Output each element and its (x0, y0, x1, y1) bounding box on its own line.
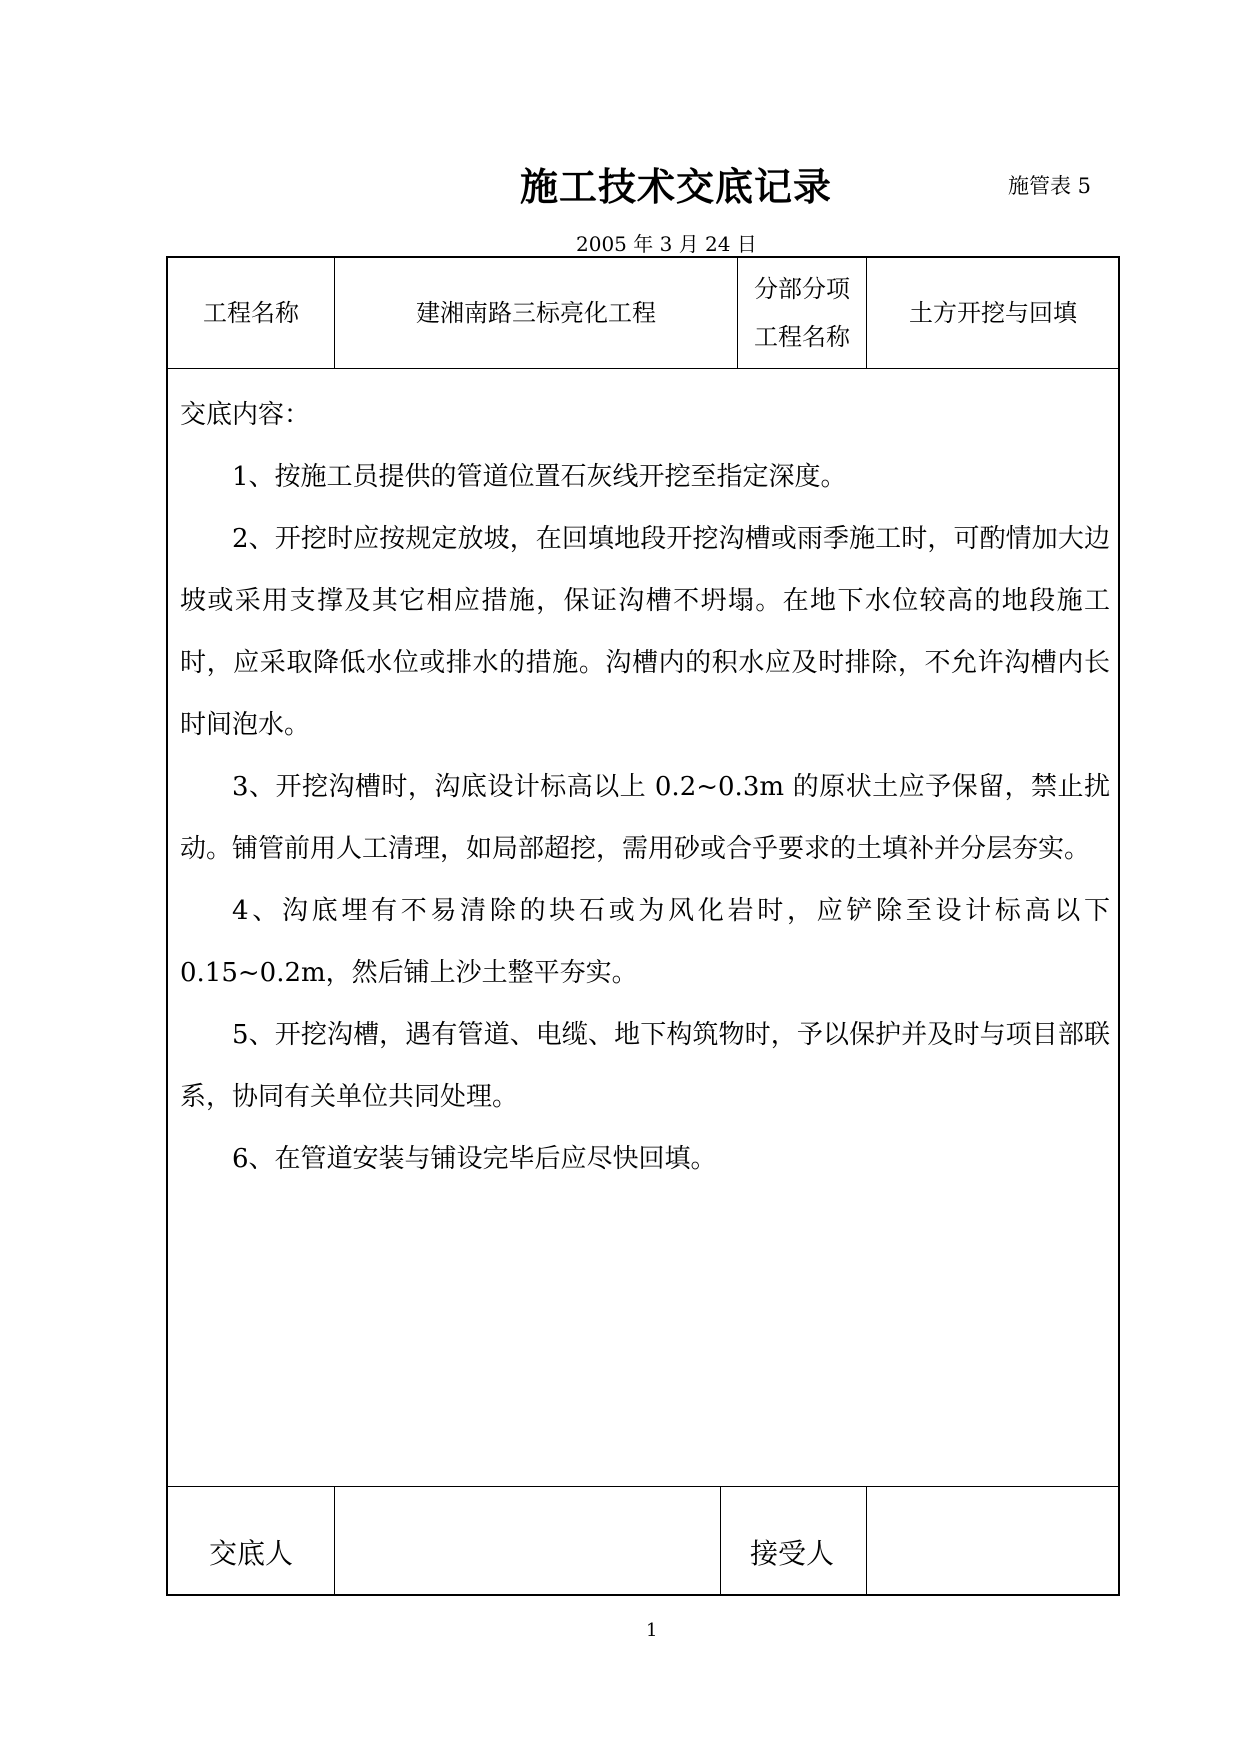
content-item-3: 3、开挖沟槽时，沟底设计标高以上 0.2~0.3m 的原状土应予保留，禁止扰动。铺管前用人工清理，如局部超挖，需用砂或合乎要求的土填补并分层夯实。 (180, 772, 1110, 864)
content-item-2: 2、开挖时应按规定放坡，在回填地段开挖沟槽或雨季施工时，可酌情加大边坡或采用支撑及其它相应措施，保证沟槽不坍塌。在地下水位较高的地段施工时，应采取降低水位或排水的措施。沟槽内的积水应及时排除，不允许沟槽内长时间泡水。 (180, 524, 1110, 740)
receiver-label: 接受人 (750, 1537, 835, 1570)
project-name-value: 建湘南路三标亮化工程 (416, 299, 656, 327)
content-item-4: 4、沟底埋有不易清除的块石或为风化岩时，应铲除至设计标高以下 0.15~0.2m，然后铺上沙土整平夯实。 (180, 896, 1110, 988)
sign-col-divider-2 (720, 1486, 721, 1595)
info-row-divider (167, 368, 1119, 369)
content-item-5: 5、开挖沟槽，遇有管道、电缆、地下构筑物时，予以保护并及时与项目部联系，协同有关单位共同处理。 (180, 1020, 1110, 1112)
project-name-label: 工程名称 (203, 299, 299, 327)
content-item-1: 1、按施工员提供的管道位置石灰线开挖至指定深度。 (232, 462, 847, 492)
receiver-signature-field[interactable] (867, 1487, 1119, 1595)
document-title: 施工技术交底记录 (520, 164, 833, 209)
form-number: 施管表 5 (1008, 174, 1092, 198)
page-number: 1 (646, 1620, 658, 1641)
subproject-name-label: 分部分项 工程名称 (754, 275, 850, 351)
giver-signature-field[interactable] (335, 1487, 720, 1595)
content-item-6: 6、在管道安装与铺设完毕后应尽快回填。 (232, 1144, 717, 1174)
briefing-content (180, 384, 1110, 1190)
document-date: 2005 年 3 月 24 日 (576, 232, 757, 256)
giver-label: 交底人 (209, 1537, 294, 1570)
content-heading: 交底内容： (180, 400, 311, 430)
subproject-name-value: 土方开挖与回填 (909, 299, 1077, 327)
